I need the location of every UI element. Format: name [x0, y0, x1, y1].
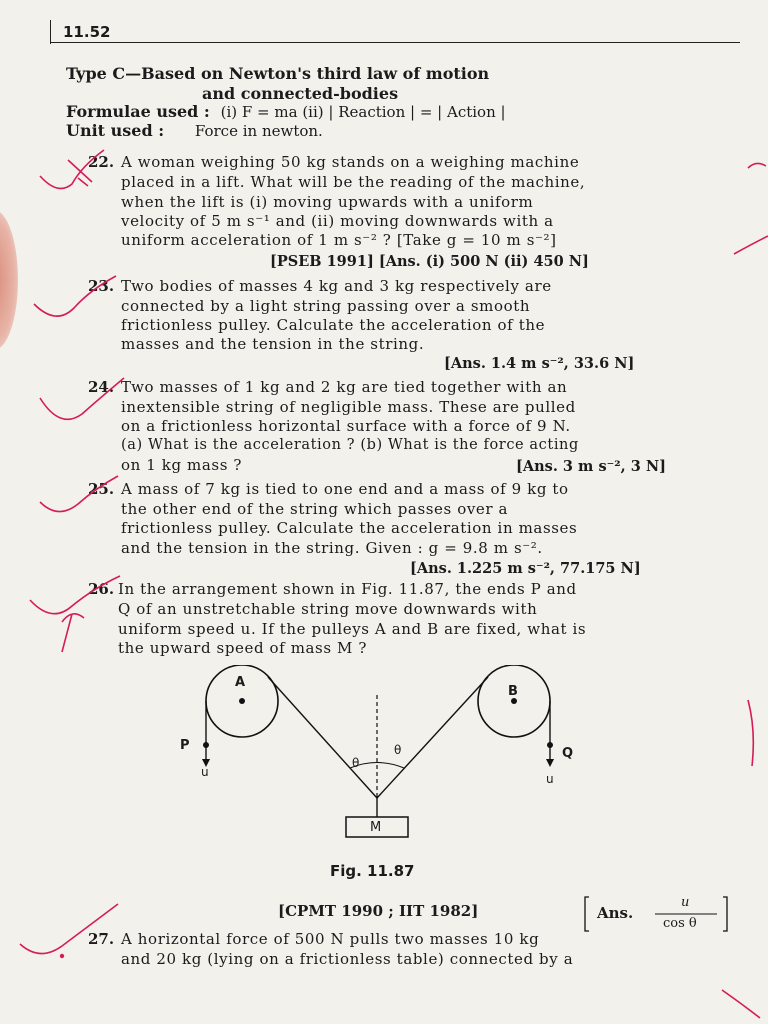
tick-mark-icon: [20, 904, 118, 954]
label-b: B: [508, 684, 518, 699]
tick-mark-icon: [40, 378, 124, 419]
question-24-number: 24.: [88, 378, 115, 396]
question-25-line: A mass of 7 kg is tied to one end and a mass of 9 kg to: [121, 480, 569, 498]
question-23-line: frictionless pulley. Calculate the acceleration of the: [121, 316, 546, 334]
question-25-number: 25.: [88, 480, 115, 498]
label-q: Q: [562, 746, 574, 761]
question-27-line: and 20 kg (lying on a frictionless table) connected by a: [121, 950, 574, 968]
section-title-line2: and connected-bodies: [202, 84, 399, 103]
formulae-label: Formulae used :: [66, 102, 210, 121]
margin-stroke-icon: [748, 163, 766, 168]
section-title-line1: Type C—Based on Newton's third law of motion: [66, 64, 490, 83]
question-25-line: and the tension in the string. Given : g = 9.8 m s⁻².: [121, 539, 543, 557]
tick-mark-icon: [34, 276, 116, 316]
answer-denominator: cos θ: [663, 916, 697, 931]
question-27-line: A horizontal force of 500 N pulls two masses 10 kg: [121, 930, 540, 948]
question-26-line: In the arrangement shown in Fig. 11.87, the ends P and: [118, 580, 577, 598]
question-26-line: Q of an unstretchable string move downwards with: [118, 600, 538, 618]
question-23-number: 23.: [88, 277, 115, 295]
label-a: A: [235, 675, 246, 690]
formulae-text: (i) F = ma (ii) | Reaction | = | Action |: [220, 103, 506, 121]
question-23-line: Two bodies of masses 4 kg and 3 kg respectively are: [121, 277, 552, 295]
symbol-mark-icon: [62, 614, 84, 652]
question-24-line: inextensible string of negligible mass. These are pulled: [121, 398, 576, 416]
page-number: 11.52: [50, 20, 155, 44]
unit-label: Unit used :: [66, 121, 165, 140]
question-24-line: (a) What is the acceleration ? (b) What is the force acting: [121, 437, 579, 453]
label-u-left: u: [201, 765, 209, 779]
question-23-answer: [Ans. 1.4 m s⁻², 33.6 N]: [444, 355, 635, 372]
answer-label: Ans.: [597, 904, 634, 922]
answer-numerator: u: [681, 895, 690, 910]
question-25-answer: [Ans. 1.225 m s⁻², 77.175 N]: [410, 560, 641, 577]
question-22-line: A woman weighing 50 kg stands on a weighing machine: [121, 153, 580, 171]
question-22-line: placed in a lift. What will be the reading of the machine,: [121, 173, 586, 191]
question-23-line: masses and the tension in the string.: [121, 335, 425, 353]
margin-stroke-icon: [722, 990, 760, 1018]
margin-stroke-icon: [734, 236, 768, 254]
label-theta-right: θ: [394, 743, 402, 757]
figure-caption: Fig. 11.87: [330, 862, 415, 880]
question-26-source: [CPMT 1990 ; IIT 1982]: [278, 902, 479, 920]
question-22-line: velocity of 5 m s⁻¹ and (ii) moving downwards with a: [121, 212, 554, 230]
tick-mark-icon: [40, 150, 104, 189]
question-22-number: 22.: [88, 153, 115, 171]
unit-text: Force in newton.: [194, 122, 323, 140]
label-m: M: [370, 820, 382, 835]
question-22-answer: [PSEB 1991] [Ans. (i) 500 N (ii) 450 N]: [270, 253, 589, 270]
tick-mark-icon: [30, 576, 120, 614]
question-24-line: on a frictionless horizontal surface with a force of 9 N.: [121, 417, 571, 435]
question-22-line: uniform acceleration of 1 m s⁻² ? [Take g = 10 m s⁻²]: [121, 231, 557, 249]
question-26-line: uniform speed u. If the pulleys A and B are fixed, what is: [118, 620, 587, 638]
question-24-line: on 1 kg mass ?: [121, 456, 243, 474]
question-22-line: when the lift is (i) moving upwards with a uniform: [121, 193, 534, 211]
label-u-right: u: [546, 772, 554, 786]
margin-stroke-icon: [748, 700, 753, 766]
tick-mark-icon: [40, 476, 118, 512]
label-theta-left: θ: [352, 756, 360, 770]
question-25-line: the other end of the string which passes over a: [121, 500, 509, 518]
question-27-number: 27.: [88, 930, 115, 948]
question-24-answer: [Ans. 3 m s⁻², 3 N]: [516, 458, 666, 475]
label-p: P: [180, 738, 190, 753]
question-24-line: Two masses of 1 kg and 2 kg are tied together with an: [121, 378, 568, 396]
question-26-line: the upward speed of mass M ?: [118, 639, 367, 657]
question-25-line: frictionless pulley. Calculate the acceleration in masses: [121, 519, 578, 537]
question-26-number: 26.: [88, 580, 115, 598]
question-23-line: connected by a light string passing over a smooth: [121, 297, 531, 315]
